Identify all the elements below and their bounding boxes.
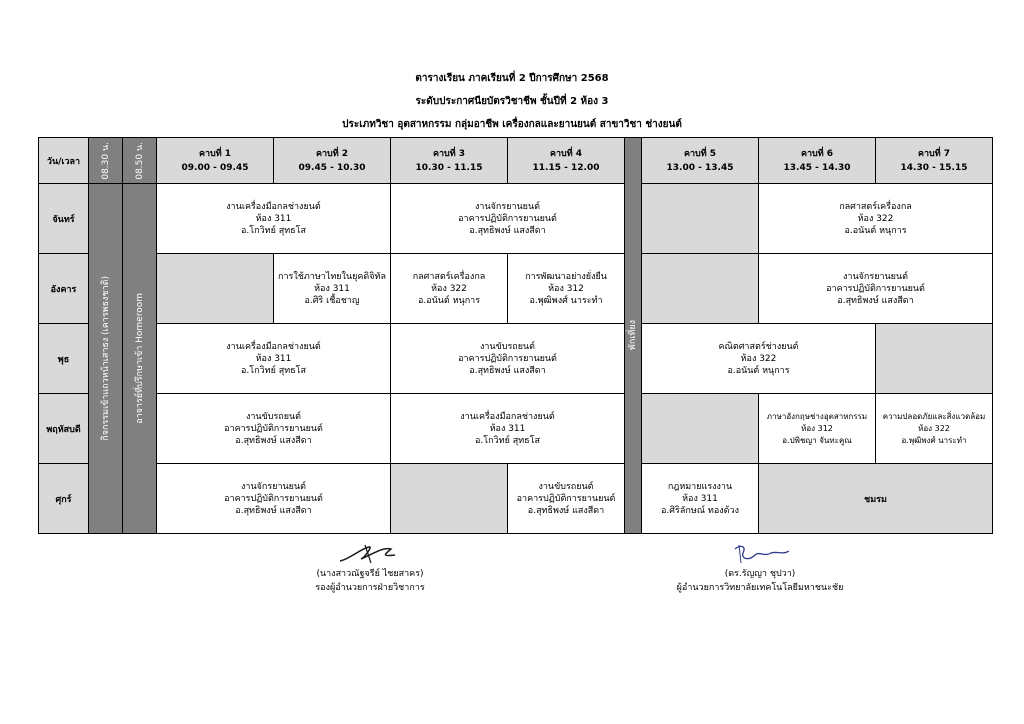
class-cell: ความปลอดภัยและสิ่งแวดล้อม ห้อง 322 อ.พุฒิพงศ์ นาระทำ bbox=[876, 394, 993, 464]
time-0850: 08.50 น. bbox=[123, 138, 157, 184]
timetable bbox=[38, 137, 993, 534]
signer-left-name: (นางสาวณัฐจรีย์ ไชยสาคร) bbox=[316, 569, 424, 579]
empty-cell bbox=[876, 324, 993, 394]
class-cell: งานเครื่องมือกลช่างยนต์ ห้อง 311 อ.โกวิทย์ สุทธโส bbox=[391, 394, 625, 464]
period-header: คาบที่ 3 10.30 - 11.15 bbox=[391, 138, 508, 184]
class-cell: คณิตศาสตร์ช่างยนต์ ห้อง 322 อ.อนันต์ หนุการ bbox=[642, 324, 876, 394]
handwritten-signature-right bbox=[725, 541, 795, 567]
class-cell: งานเครื่องมือกลช่างยนต์ ห้อง 311 อ.โกวิทย์ สุทธโส bbox=[157, 324, 391, 394]
signer-left-title: รองผู้อำนวยการฝ่ายวิชาการ bbox=[315, 583, 425, 593]
class-cell: การพัฒนาอย่างยั่งยืน ห้อง 312 อ.พุฒิพงศ์ นาระทำ bbox=[508, 254, 625, 324]
schedule-level: ระดับประกาศนียบัตรวิชาชีพ ชั้นปีที่ 2 ห้อง 3 bbox=[415, 96, 609, 107]
empty-cell bbox=[391, 464, 508, 534]
signature-block-left bbox=[280, 541, 460, 595]
period-header: คาบที่ 5 13.00 - 13.45 bbox=[642, 138, 759, 184]
day-wednesday: พุธ bbox=[39, 324, 89, 394]
class-cell: งานจักรยานยนต์ อาคารปฏิบัติการยานยนต์ อ.สุทธิพงษ์ แสงสีดา bbox=[759, 254, 993, 324]
class-cell: กฎหมายแรงงาน ห้อง 311 อ.ศิริลักษณ์ ทองด้วง bbox=[642, 464, 759, 534]
class-cell: ภาษาอังกฤษช่างอุตสาหกรรม ห้อง 312 อ.ปพิชญา จันทะคูณ bbox=[759, 394, 876, 464]
class-cell: งานจักรยานยนต์ อาคารปฏิบัติการยานยนต์ อ.สุทธิพงษ์ แสงสีดา bbox=[157, 464, 391, 534]
corner-cell: วัน/เวลา bbox=[39, 138, 89, 184]
flag-activity-column: กิจกรรมเข้าแถวหน้าเสาธง (เคารพธงชาติ) bbox=[89, 184, 123, 534]
handwritten-signature-left bbox=[335, 541, 405, 567]
period-header: คาบที่ 2 09.45 - 10.30 bbox=[274, 138, 391, 184]
day-tuesday: อังคาร bbox=[39, 254, 89, 324]
signer-right-name: (ดร.รัญญา ชุปวา) bbox=[724, 569, 796, 579]
empty-cell bbox=[157, 254, 274, 324]
class-cell: งานเครื่องมือกลช่างยนต์ ห้อง 311 อ.โกวิทย์ สุทธโส bbox=[157, 184, 391, 254]
signature-block-right bbox=[640, 541, 880, 595]
class-cell: งานขับรถยนต์ อาคารปฏิบัติการยานยนต์ อ.สุทธิพงษ์ แสงสีดา bbox=[157, 394, 391, 464]
class-cell: งานจักรยานยนต์ อาคารปฏิบัติการยานยนต์ อ.สุทธิพงษ์ แสงสีดา bbox=[391, 184, 625, 254]
class-cell: กลศาสตร์เครื่องกล ห้อง 322 อ.อนันต์ หนุการ bbox=[391, 254, 508, 324]
homeroom-column: อาจารย์ที่ปรึกษาเข้า Homeroom bbox=[123, 184, 157, 534]
time-0830: 08.30 น. bbox=[89, 138, 123, 184]
club-cell: ชมรม bbox=[759, 464, 993, 534]
empty-cell bbox=[642, 394, 759, 464]
period-header: คาบที่ 4 11.15 - 12.00 bbox=[508, 138, 625, 184]
class-cell: กลศาสตร์เครื่องกล ห้อง 322 อ.อนันต์ หนุการ bbox=[759, 184, 993, 254]
lunch-column: พักเที่ยง bbox=[625, 138, 642, 534]
schedule-title: ตารางเรียน ภาคเรียนที่ 2 ปีการศึกษา 2568 bbox=[415, 73, 609, 84]
day-monday: จันทร์ bbox=[39, 184, 89, 254]
day-friday: ศุกร์ bbox=[39, 464, 89, 534]
period-header: คาบที่ 6 13.45 - 14.30 bbox=[759, 138, 876, 184]
class-cell: งานขับรถยนต์ อาคารปฏิบัติการยานยนต์ อ.สุทธิพงษ์ แสงสีดา bbox=[508, 464, 625, 534]
period-header: คาบที่ 7 14.30 - 15.15 bbox=[876, 138, 993, 184]
class-cell: การใช้ภาษาไทยในยุคดิจิทัล ห้อง 311 อ.ศิริ เชื้อชาญ bbox=[274, 254, 391, 324]
empty-cell bbox=[642, 184, 759, 254]
schedule-program: ประเภทวิชา อุตสาหกรรม กลุ่มอาชีพ เครื่องกลและยานยนต์ สาขาวิชา ช่างยนต์ bbox=[342, 119, 682, 130]
class-cell: งานขับรถยนต์ อาคารปฏิบัติการยานยนต์ อ.สุทธิพงษ์ แสงสีดา bbox=[391, 324, 625, 394]
empty-cell bbox=[642, 254, 759, 324]
period-header: คาบที่ 1 09.00 - 09.45 bbox=[157, 138, 274, 184]
signer-right-title: ผู้อำนวยการวิทยาลัยเทคโนโลยีมหาชนะชัย bbox=[676, 583, 844, 593]
day-thursday: พฤหัสบดี bbox=[39, 394, 89, 464]
